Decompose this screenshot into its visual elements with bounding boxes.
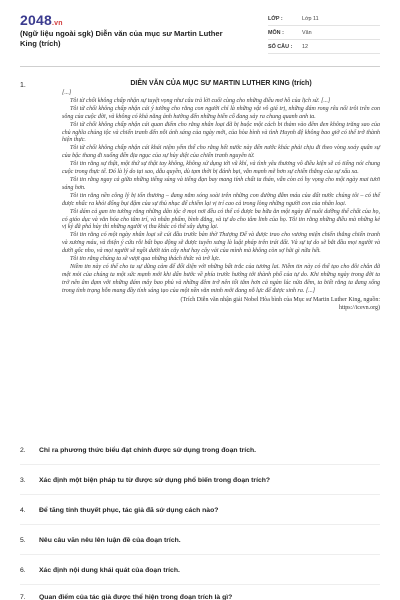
passage-paragraph: Niềm tin này có thể cho ta sự dũng cảm để đối diện với những bất trắc của tương lai. Niềm tin này có thể tạo cho đôi chân đã mệt mỏi của chúng ta một sức mạnh mới khi dấn bước về phía trước hướng tới thành phố của tự do. Khi những ngày trong đời ta trở nên âm đạm với những đám mây bao phủ và những đêm trở nên tối tăm hơn cả ngàn lúc nửa đêm, ta biết rằng ta đang sống trong tình trạng hỗn mang đầy tính sáng tạo của một nền văn minh mới đang nỗ lực để được sinh ra. [...] (62, 263, 380, 294)
meta-row-subject (268, 26, 380, 40)
question-item[interactable] (20, 537, 380, 549)
passage-paragraph: Tôi từ chối không chấp nhận cái quan điểm cho rằng nhân loại đã bị buộc một cách bi thảm vào đêm đen không trăng sao của chủ nghĩa chủng tộc và chiến tranh đến nỗi ánh sáng của ngày mới, của hòa bình và tình Huynh đệ không bao giờ có thể trở thành hiện thực. (62, 121, 380, 144)
passage-paragraph: Tôi từ chối không chấp nhận cái ý tưởng cho rằng con người chỉ là những vật vô giá trị, những đám rong rêu nổi trôi trên con sông của cuộc đời, và không có khả năng ảnh hưởng đến những biến cố đang xảy ra chung quanh anh ta. (62, 105, 380, 120)
meta-info (268, 12, 380, 54)
passage-paragraph: Tôi tin rằng sự thật, một thứ sự thật tay không, không sử dụng tới vũ khí, và tình yêu thương vô điều kiện sẽ có tiếng nói chung cuộc trong thực tế. Đó là lý do tại sao, dẫu quyền, dù tạm thời bị đánh bại, vẫn mạnh mẽ hơn sự chiến thắng của sự xấu xa. (62, 161, 380, 176)
question-text: Quan điểm của tác giả được thể hiện trong đoạn trích là gì? (39, 594, 233, 600)
meta-row-question-count (268, 40, 380, 54)
question-item[interactable] (20, 567, 380, 579)
passage-source-url: https://icevn.org) (338, 305, 380, 312)
question-number: 7. (20, 594, 26, 600)
meta-label: MÔN : (268, 29, 284, 36)
passage-paragraph: Tôi tin rằng có một ngày nhân loại sẽ cúi đầu trước bàn thờ Thượng Đế và được trao cho vương miện chiến thắng chiến tranh và xương máu, và thiện ý cứu rỗi bất bạo động sẽ được tuyên xưng là luật pháp trên trái đất. Và sự tự do sẽ bắt đầu mọi người và dưới gốc nho, và mọi người sẽ ngồi dưới tán cây như hay cây vải của mình mà không còn sợ hãi gì nữa hết. (62, 232, 380, 255)
question-divider (20, 584, 380, 585)
passage-paragraph: Tôi từ chối không chấp nhận cái khái niệm yếm thế cho rằng hết nước này đến nước khác phải chịu đi theo vòng xoáy quân sự của bậc thang đi xuống đến địa ngục của sự hủy diệt của chiến tranh nguyên tử. (62, 145, 380, 160)
question-divider (20, 464, 380, 465)
question-text: Xác định một biện pháp tu từ được sử dụng phổ biến trong đoạn trích? (39, 477, 271, 484)
question-number: 1. (20, 82, 26, 89)
meta-value: 12 (302, 43, 308, 50)
passage-paragraph: Tôi tin rằng ngay cả giữa những tiếng súng và tiếng đạn bay mang tính chất ta thán, vẫn còn có hy vọng cho một ngày mai tươi sáng hơn. (62, 176, 380, 191)
header-divider (20, 66, 380, 67)
site-logo[interactable] (20, 12, 63, 28)
question-item[interactable] (20, 594, 380, 600)
question-number: 3. (20, 477, 26, 484)
question-number: 2. (20, 447, 26, 454)
meta-value: Văn (302, 29, 312, 36)
document-title: (Ngữ liệu ngoài sgk) Diễn văn của mục sư Martin Luther King (trích) (20, 29, 223, 48)
question-divider (20, 494, 380, 495)
logo-name: 2048 (20, 12, 52, 28)
question-item[interactable] (20, 507, 380, 519)
passage-paragraph: Tôi tin rằng nền công lý bị tổn thương – đang nằm sóng soài trên những con đường đẫm máu của đất nước chúng tôi – có thể được nhấc ra khỏi đống bụi đậm của sự thủ nhục để chiếm lại vị trí cao cả trong lòng những người con của nhân loại. (62, 192, 380, 207)
meta-label: SỐ CÂU : (268, 43, 293, 50)
meta-value: Lớp 11 (302, 15, 319, 22)
question-text: Nêu câu văn nêu lên luận đề của đoạn trích. (39, 537, 181, 544)
passage-paragraph: Tôi tin rằng chúng ta sẽ vượt qua những thách thức và trở lực. (70, 256, 221, 263)
passage-paragraph: Tôi dám cả gan tin tưởng rằng những dân tộc ở mọi nơi đều có thể có được ba bữa ăn một ngày để nuôi dưỡng thể chất của họ, có giáo dục và văn hóa cho tâm trí, và nhân phẩm, bình đẳng, và tự do cho tâm linh của họ. Tôi tin rằng những điều mà những kẻ vị kỷ đã phá hủy thì những người vị tha khác có thể xây dựng lại. (62, 208, 380, 231)
logo-suffix: .vn (51, 20, 63, 27)
question-divider (20, 524, 380, 525)
question-number: 5. (20, 537, 26, 544)
question-divider (20, 554, 380, 555)
meta-label: LỚP : (268, 15, 283, 22)
passage-paragraph: [...] (62, 90, 72, 96)
passage-title: DIỄN VĂN CỦA MỤC SƯ MARTIN LUTHER KING (trích) (130, 80, 312, 87)
question-text: Để tăng tính thuyết phục, tác giả đã sử dụng cách nào? (39, 507, 219, 514)
reading-passage (62, 80, 380, 313)
question-number: 6. (20, 567, 26, 574)
question-text: Xác định nội dung khái quát của đoạn trích. (39, 567, 180, 574)
question-item[interactable] (20, 477, 380, 489)
meta-row-class (268, 12, 380, 26)
passage-paragraph: Tôi từ chối không chấp nhận sự tuyệt vọng như câu trả lời cuối cùng cho những điều mơ hồ của lịch sử. [...] (70, 97, 331, 104)
question-number: 4. (20, 507, 26, 514)
passage-source: (Trích Diễn văn nhận giải Nobel Hòa bình của Mục sư Martin Luther King, nguồn: (180, 296, 380, 303)
question-text: Chỉ ra phương thức biểu đạt chính được sử dụng trong đoạn trích. (39, 447, 257, 454)
question-item[interactable] (20, 447, 380, 459)
page-header (20, 12, 380, 60)
